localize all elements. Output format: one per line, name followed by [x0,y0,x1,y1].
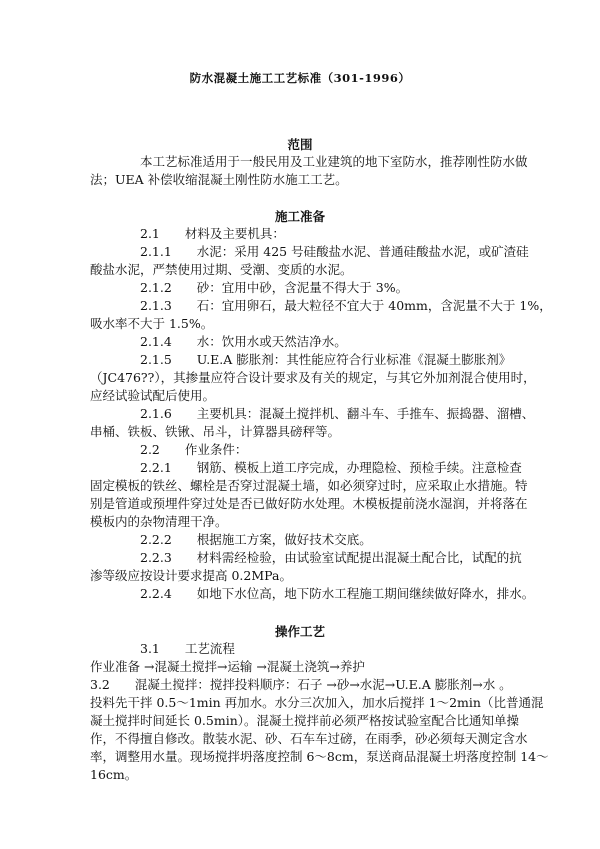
paragraph-line: 投料先干拌 0.5～1min 再加水。水分三次加入，加水后搅拌 1～2min（比普通混 [90,695,544,710]
paragraph-line: 串桶、铁板、铁锹、吊斗，计算器具磅秤等。 [90,424,341,439]
paragraph-line: 2.1.2 砂：宜用中砂，含泥量不得大于 3%。 [140,280,409,295]
paragraph-line: 应经试验试配后使用。 [90,388,216,403]
paragraph-line: 作业准备 →混凝土搅拌→运输 →混凝土浇筑→养护 [90,659,365,674]
paragraph-line: 16cm。 [90,767,138,782]
paragraph-line: 2.1.1 水泥：采用 425 号硅酸盐水泥、普通硅酸盐水泥，或矿渣硅 [140,244,529,259]
paragraph-line: 渗等级应按设计要求提高 0.2MPa。 [90,568,292,583]
paragraph-line: 别是管道或预埋件穿过处是否已做好防水处理。木模板提前浇水湿润，并将落在 [90,496,528,511]
paragraph-line: 2.1.4 水：饮用水或天然洁净水。 [140,334,347,349]
paragraph-line: 2.1.3 石：宜用卵石，最大粒径不宜大于 40mm，含泥量不大于 1%， [140,298,552,313]
section-heading-scope: 范围 [287,137,313,152]
paragraph-line: 3.1 工艺流程 [140,641,235,656]
paragraph-line: 率，调整用水量。现场搅拌坍落度控制 6～8cm，泵送商品混凝土坍落度控制 14～ [90,749,549,764]
paragraph-line: 2.1 材料及主要机具： [140,226,285,241]
paragraph-line: 吸水率不大于 1.5%。 [90,316,214,331]
paragraph-line: （JC476??），其掺量应符合设计要求及有关的规定，与其它外加剂混合使用时， [90,370,536,385]
paragraph-line: 3.2 混凝土搅拌：搅拌投料顺序：石子 →砂→水泥→U.E.A 膨胀剂→水 。 [90,677,512,692]
paragraph-line: 2.2 作业条件： [140,442,248,457]
paragraph-line: 法；UEA 补偿收缩混凝土刚性防水施工工艺。 [90,172,348,187]
paragraph-line: 固定模板的铁丝、螺栓是否穿过混凝土墙，如必须穿过时，应采取止水措施。特 [90,478,528,493]
paragraph-line: 2.2.3 材料需经检验，由试验室试配提出混凝土配合比，试配的抗 [140,550,522,565]
paragraph-line: 2.1.6 主要机具：混凝土搅拌机、翻斗车、手推车、振捣器、溜槽、 [140,406,535,421]
document-title: 防水混凝土施工工艺标准（301-1996） [189,71,411,85]
paragraph-line: 2.2.1 钢筋、模板上道工序完成，办理隐检、预检手续。注意检查 [140,460,522,475]
paragraph-line: 2.2.2 根据施工方案，做好技术交底。 [140,532,372,547]
paragraph-line: 本工艺标准适用于一般民用及工业建筑的地下室防水，推荐刚性防水做 [140,154,528,169]
section-heading-process: 操作工艺 [274,624,325,639]
paragraph-line: 2.1.5 U.E.A 膨胀剂：其性能应符合行业标准《混凝土膨胀剂》 [140,352,512,367]
paragraph-line: 作，不得擅自修改。散装水泥、砂、石车车过磅，在雨季，砂必须每天测定含水 [90,731,528,746]
section-heading-preparation: 施工准备 [274,209,325,224]
paragraph-line: 酸盐水泥，严禁使用过期、受潮、变质的水泥。 [90,262,353,277]
paragraph-line: 模板内的杂物清理干净。 [90,514,228,529]
paragraph-line: 2.2.4 如地下水位高，地下防水工程施工期间继续做好降水，排水。 [140,586,535,601]
paragraph-line: 凝土搅拌时间延长 0.5min）。混凝土搅拌前必须严格按试验室配合比通知单操 [90,713,520,728]
